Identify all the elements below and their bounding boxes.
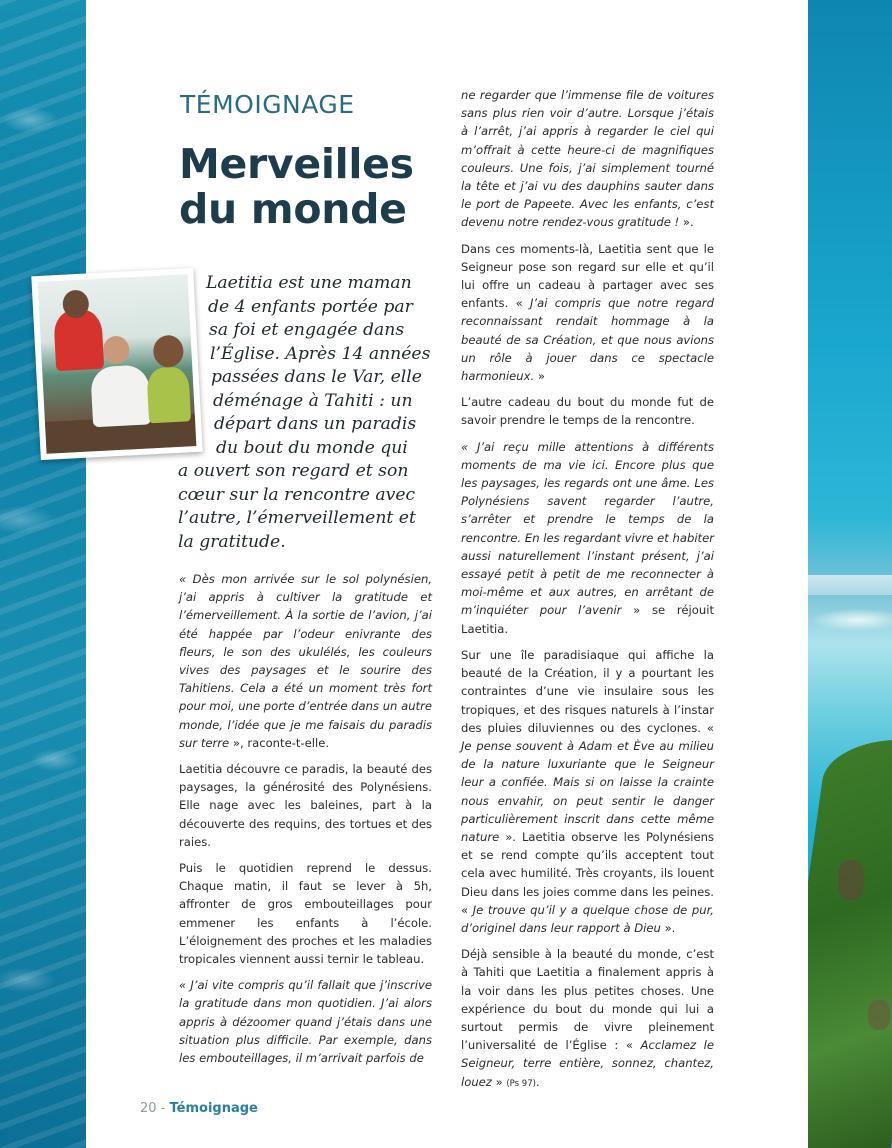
quote-text: ne regarder que l’immense file de voitures sans plus rien voir d’autre. Lorsque j’étais à l’arrêt, j’ai appris à regarder le ciel qui m’offrait à cette heure-ci de magnifiques couleurs. Une fois, j’ai simplement tourné la tête et j’ai vu des dauphins sauter dans le port de Papeete. Avec les enfants, c’est devenu notre rendez-vous gratitude !: [461, 88, 714, 230]
body-text: », raconte-t-elle.: [229, 735, 330, 750]
body-paragraph: [461, 86, 714, 232]
quote-text: Je trouve qu’il y a quelque chose de pur, d’originel dans leur rapport à Dieu: [461, 902, 714, 935]
intro-line: du bout du monde qui: [216, 437, 408, 458]
quote-text: « J’ai reçu mille attentions à différents moments de ma vie ici. Encore plus que les paysages, les regards ont une âme. Les Polynésiens savent regarder l’autre, s’arrêter et prendre le temps de la rencontre. En les regardant vivre et habiter aussi naturellement l’instant présent, j’ai essayé petit à petit de me reconnecter à moi-même et aux autres, en arrêtant de m’inquiéter pour l’avenir: [461, 439, 714, 618]
body-paragraph: L’autre cadeau du bout du monde fut de savoir prendre le temps de la rencontre.: [461, 395, 714, 428]
intro-line: l’autre, l’émerveillement et: [178, 508, 416, 528]
body-text: Dans ces moments-là, Laetitia sent que le Seigneur pose son regard sur elle et qu’il lui offre un cadeau à partager avec ses enfants. «: [461, 241, 714, 311]
intro-paragraph: [178, 272, 438, 554]
photo-person-head: [103, 335, 130, 364]
body-text: »: [491, 1074, 507, 1089]
intro-line: départ dans un paradis: [214, 414, 417, 434]
body-paragraph: [461, 945, 714, 1093]
intro-line: sa foi et engagée dans: [209, 320, 405, 340]
green-island: [808, 740, 892, 1148]
body-paragraph: Laetitia découvre ce paradis, la beauté des paysages, la générosité des Polynésiens. Elle nage avec les baleines, part à la découverte des requins, des tortues et des raies.: [179, 762, 432, 849]
body-text: ».: [660, 920, 676, 935]
body-paragraph: Puis le quotidien reprend le dessus. Chaque matin, il faut se lever à 5h, affronter de gros embouteillages pour emmener les enfants à l’école. L’éloignement des proches et les maladies tropicales viennent aussi ternir le tableau.: [179, 861, 432, 967]
body-paragraph: [461, 240, 714, 386]
body-text: .: [535, 1074, 540, 1089]
page-footer: [140, 1101, 258, 1116]
rock: [838, 860, 864, 900]
body-column-left: [179, 570, 432, 1075]
photo-person-white-top: [90, 364, 151, 427]
horizon: [808, 575, 892, 595]
body-column-right: [461, 86, 714, 1101]
rock: [868, 1000, 890, 1030]
section-kicker: TÉMOIGNAGE: [180, 90, 355, 119]
footer-section: Témoignage: [169, 1101, 258, 1116]
intro-line: l’Église. Après 14 années: [210, 343, 431, 364]
body-text: »: [534, 369, 545, 384]
article-title: Merveilles du monde: [179, 140, 414, 233]
island-background-right: [808, 0, 892, 1148]
quote-text: Je pense souvent à Adam et Ève au milieu de la nature luxuriante que le Seigneur leur a confiée. Mais si on laisse la crainte nous envahir, on peut sentir le danger particulièrement inscrit dans cette même nature: [461, 738, 714, 844]
body-text: ». Laetitia observe les Polynésiens et se rend compte qu’ils acceptent tout cela avec humilité. Très croyants, ils louent Dieu dans les joies comme dans les peines. «: [461, 829, 714, 917]
body-paragraph: [461, 646, 714, 937]
intro-line: Laetitia est une maman: [206, 273, 412, 293]
quote-text: J’ai compris que notre regard reconnaissant rendait hommage à la beauté de sa Création, et que nous avions un rôle à jouer dans ce spectacle harmonieux.: [461, 296, 714, 384]
ocean-background-left: [0, 0, 86, 1148]
photo-person-red-dress: [53, 309, 104, 371]
quote-text: Acclamez le Seigneur, terre entière, sonnez, chantez, louez: [461, 1038, 714, 1089]
intro-line: passées dans le Var, elle: [211, 367, 422, 387]
body-paragraph: [179, 976, 432, 1067]
intro-line: déménage à Tahiti : un: [213, 390, 413, 411]
body-text: Déjà sensible à la beauté du monde, c’est à Tahiti que Laetitia a finalement appris à la voir dans les plus petites choses. Une expérience du bout du monde qui lui a surtout permis de vivre pleinement l’universalité de l’Église : «: [461, 947, 714, 1053]
body-paragraph: [461, 438, 714, 638]
body-text: Sur une île paradisiaque qui affiche la beauté de la Création, il y a pourtant les contraintes d’une vie insulaire sous les tropiques, et des risques naturels à l’instar des pluies diluviennes ou des cyclones. «: [461, 647, 714, 735]
intro-line: a ouvert son regard et son: [178, 461, 409, 481]
portrait-photo: [31, 268, 202, 460]
body-text: ».: [679, 215, 694, 230]
quote-text: « Dès mon arrivée sur le sol polynésien, j’ai appris à cultiver la gratitude et l’émerveillement. À la sortie de l’avion, j’ai été happée par l’odeur enivrante des fleurs, le son des ukulélés, les couleurs vives des paysages et le sourire des Tahitiens. Cela a été un moment très fort pour moi, une porte d’entrée dans un autre monde, l’idée que je me faisais du paradis sur terre: [179, 572, 432, 750]
intro-line: cœur sur la rencontre avec: [178, 484, 416, 505]
body-paragraph: [179, 570, 432, 752]
quote-text: « J’ai vite compris qu’il fallait que j’inscrive la gratitude dans mon quotidien. J’ai alors appris à dézoomer quand j’étais dans une situation plus difficile. Par exemple, dans les embouteillages, il m’arrivait parfois de: [179, 978, 432, 1066]
page-number: 20: [140, 1101, 157, 1116]
reef: [808, 600, 892, 640]
photo-scene: [38, 274, 197, 454]
scripture-reference: (Ps 97): [506, 1078, 536, 1089]
intro-line: la gratitude.: [178, 531, 286, 552]
footer-separator: -: [156, 1101, 170, 1116]
body-text: » se réjouit Laetitia.: [461, 603, 714, 636]
intro-line: de 4 enfants portée par: [208, 296, 413, 317]
